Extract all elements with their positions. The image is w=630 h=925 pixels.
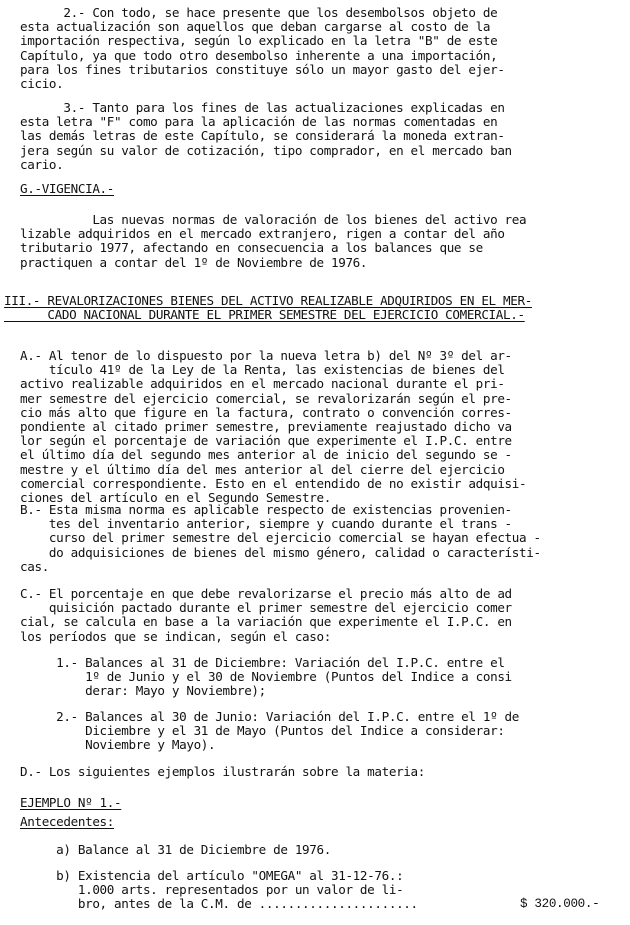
paragraph-3: 3.- Tanto para los fines de las actualizaciones explicadas en esta letra "F" como para la aplicación de las normas comentadas en las demás letras de este Capítulo, se considerará la moneda extran- jera según su valor de cotización, tipo comprador, en el mercado ban cario. <box>20 100 512 172</box>
antecedentes-heading: Antecedentes: <box>20 814 115 829</box>
paragraph-a: A.- Al tenor de lo dispuesto por la nueva letra b) del Nº 3º del ar- tículo 41º de la Ley de la Renta, las existencias de bienes del activo realizable adquiridos en el mercado nacional durante el pri- mer semestre del ejercicio comercial, se revalorizarán según el pre- cio más alto que figure en la factura, contrato o convención corres- pondiente al citado primer semestre, previamente reajustado dicho va lor según el porcentaje de variación que experimente el I.P.C. entre el último día del segundo mes anterior al de inicio del segundo se - mestre y el último día del mes anterior al del cierre del ejercicio comercial correspondiente. Esto en el entendido de no existir adquisi- ciones del artículo en el Segundo Semestre. <box>20 348 527 506</box>
paragraph-c: C.- El porcentaje en que debe revalorizarse el precio más alto de ad quisición pactado durante el primer semestre del ejercicio comer cial, se calcula en base a la variación que experimente el I.P.C. en los períodos que se indican, según el caso: <box>20 586 512 644</box>
item-b: b) Existencia del artículo "OMEGA" al 31-12-76.: 1.000 arts. representados por un valor de li- bro, antes de la C.M. de ...................... <box>56 868 418 912</box>
example-heading: EJEMPLO Nº 1.- <box>20 795 122 810</box>
paragraph-b: B.- Esta misma norma es aplicable respecto de existencias provenien- tes del inventario anterior, siempre y cuando durante el trans - curso del primer semestre del ejercicio comercial se hayan efectua - do adquisiciones de bienes del mismo género, calidad o característi- cas. <box>20 502 541 574</box>
paragraph-c-1: 1.- Balances al 31 de Diciembre: Variación del I.P.C. entre el 1º de Junio y el 30 de Noviembre (Puntos del Indice a consi derar: Mayo y Noviembre); <box>56 655 512 699</box>
paragraph-d: D.- Los siguientes ejemplos ilustrarán sobre la materia: <box>20 764 425 779</box>
item-a: a) Balance al 31 de Diciembre de 1976. <box>20 842 331 857</box>
item-b-amount: $ 320.000.- <box>520 897 600 911</box>
section-g-body: Las nuevas normas de valoración de los bienes del activo rea lizable adquiridos en el mercado extranjero, rigen a contar del año tributario 1977, afectando en consecuencia a los balances que se practiquen a contar del 1º de Noviembre de 1976. <box>20 212 527 270</box>
paragraph-c-2: 2.- Balances al 30 de Junio: Variación del I.P.C. entre el 1º de Diciembre y el 31 de Mayo (Puntos del Indice a considerar: Noviembre y Mayo). <box>56 709 520 753</box>
section-iii-heading: III.- REVALORIZACIONES BIENES DEL ACTIVO REALIZABLE ADQUIRIDOS EN EL MER- CADO NACIONAL DURANTE EL PRIMER SEMESTRE DEL EJERCICIO COMERCIAL.- <box>4 293 532 323</box>
section-g-heading: G.-VIGENCIA.- <box>20 181 115 196</box>
paragraph-2: 2.- Con todo, se hace presente que los desembolsos objeto de esta actualización son aquellos que deban cargarse al costo de la importación respectiva, según lo explicado en la letra "B" de este Capítulo, ya que todo otro desembolso inherente a una importación, para los fines tributarios constituye sólo un mayor gasto del ejer- cicio. <box>20 5 505 92</box>
